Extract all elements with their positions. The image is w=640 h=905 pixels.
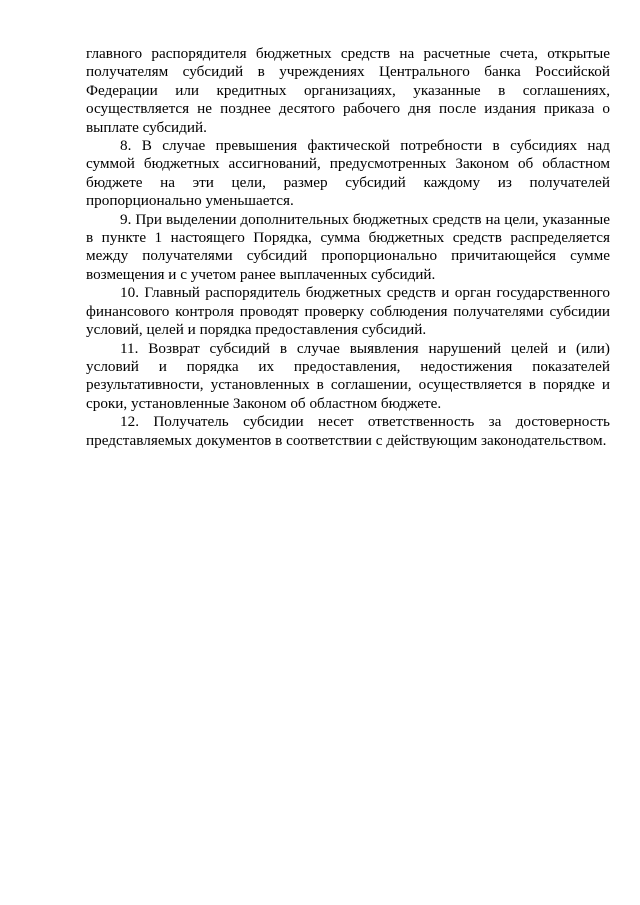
paragraph-item-10: 10. Главный распорядитель бюджетных средств и орган государственного финансового контроля проводят проверку соблюдения получателями субсидии условий, целей и порядка предоставления субсидий. — [86, 284, 610, 339]
paragraph-item-8: 8. В случае превышения фактической потребности в субсидиях над суммой бюджетных ассигнований, предусмотренных Законом об областном бюджете на эти цели, размер субсидий каждому из получателей пропорционально уменьшается. — [86, 137, 610, 210]
paragraph-item-11: 11. Возврат субсидий в случае выявления нарушений целей и (или) условий и порядка их предоставления, недостижения показателей результативности, установленных в соглашении, осуществляется в порядке и сроки, установленные Законом об областном бюджете. — [86, 339, 610, 412]
paragraph-continuation: главного распорядителя бюджетных средств на расчетные счета, открытые получателям субсидий в учреждениях Центрального банка Российской Федерации или кредитных организациях, указанные в соглашениях, осуществляется не позднее десятого рабочего дня после издания приказа о выплате субсидий. — [86, 45, 610, 136]
paragraph-item-9: 9. При выделении дополнительных бюджетных средств на цели, указанные в пункте 1 настоящего Порядка, сумма бюджетных средств распределяется между получателями субсидий пропорционально причитающейся сумме возмещения и с учетом ранее выплаченных субсидий. — [86, 210, 610, 283]
paragraph-item-12: 12. Получатель субсидии несет ответственность за достоверность представляемых документов в соответствии с действующим законодательством. — [86, 413, 610, 449]
document-page — [86, 45, 610, 450]
